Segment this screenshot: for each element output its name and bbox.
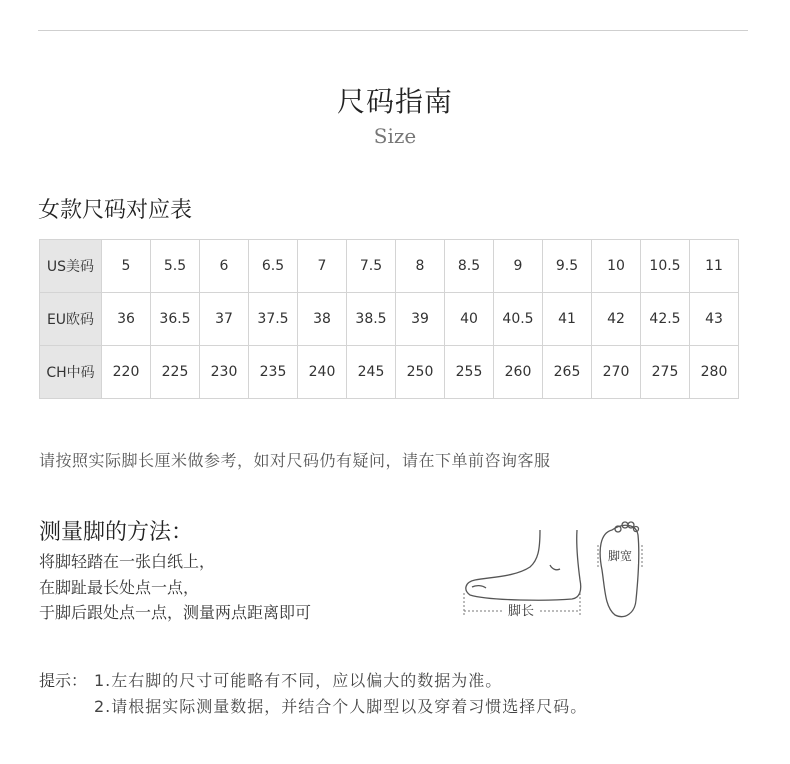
table-cell: 42	[592, 293, 641, 346]
table-cell: 6.5	[249, 240, 298, 293]
table-cell: 5.5	[151, 240, 200, 293]
table-cell: 37	[200, 293, 249, 346]
table-cell: 43	[690, 293, 739, 346]
table-cell: 38.5	[347, 293, 396, 346]
row-label-ch: CH中码	[40, 346, 102, 399]
table-cell: 7	[298, 240, 347, 293]
table-cell: 8	[396, 240, 445, 293]
row-label-eu: EU欧码	[40, 293, 102, 346]
table-cell: 250	[396, 346, 445, 399]
table-cell: 10	[592, 240, 641, 293]
tips-label: 提示：	[39, 671, 88, 690]
table-cell: 41	[543, 293, 592, 346]
foot-side-icon	[466, 530, 581, 600]
size-chart-table	[39, 239, 739, 399]
foot-sole-icon	[600, 522, 639, 617]
page-title: 尺码指南	[336, 85, 453, 118]
table-cell: 9	[494, 240, 543, 293]
table-cell: 42.5	[641, 293, 690, 346]
table-cell: 275	[641, 346, 690, 399]
table-cell: 11	[690, 240, 739, 293]
method-step-2: 在脚趾最长处点一点，	[39, 578, 200, 597]
top-divider	[38, 30, 748, 31]
row-label-us: US美码	[40, 240, 102, 293]
table-row-eu	[40, 293, 739, 346]
table-cell: 38	[298, 293, 347, 346]
page-subtitle: Size	[373, 124, 417, 148]
table-cell: 225	[151, 346, 200, 399]
table-row-ch	[40, 346, 739, 399]
table-cell: 280	[690, 346, 739, 399]
table-cell: 270	[592, 346, 641, 399]
table-cell: 9.5	[543, 240, 592, 293]
table-cell: 6	[200, 240, 249, 293]
method-step-3: 于脚后跟处点一点，测量两点距离即可	[39, 603, 312, 622]
reference-note: 请按照实际脚长厘米做参考，如对尺码仍有疑问，请在下单前咨询客服	[39, 451, 551, 470]
table-cell: 40.5	[494, 293, 543, 346]
table-cell: 265	[543, 346, 592, 399]
table-cell: 36	[102, 293, 151, 346]
foot-measure-illustration	[460, 515, 650, 625]
table-cell: 37.5	[249, 293, 298, 346]
table-cell: 245	[347, 346, 396, 399]
table-cell: 240	[298, 346, 347, 399]
table-cell: 255	[445, 346, 494, 399]
table-cell: 7.5	[347, 240, 396, 293]
table-cell: 39	[396, 293, 445, 346]
tip-2: 2.请根据实际测量数据，并结合个人脚型以及穿着习惯选择尺码。	[94, 697, 588, 716]
table-row-us	[40, 240, 739, 293]
table-cell: 8.5	[445, 240, 494, 293]
table-cell: 235	[249, 346, 298, 399]
tip-1: 1.左右脚的尺寸可能略有不同，应以偏大的数据为准。	[94, 671, 503, 690]
table-cell: 10.5	[641, 240, 690, 293]
table-cell: 5	[102, 240, 151, 293]
method-title: 测量脚的方法：	[39, 520, 194, 545]
table-heading: 女款尺码对应表	[38, 198, 193, 223]
table-cell: 220	[102, 346, 151, 399]
table-cell: 36.5	[151, 293, 200, 346]
table-cell: 40	[445, 293, 494, 346]
table-cell: 230	[200, 346, 249, 399]
table-cell: 260	[494, 346, 543, 399]
width-label: 脚宽	[607, 549, 633, 563]
method-step-1: 将脚轻踏在一张白纸上，	[39, 552, 216, 571]
length-label: 脚长	[507, 604, 535, 619]
